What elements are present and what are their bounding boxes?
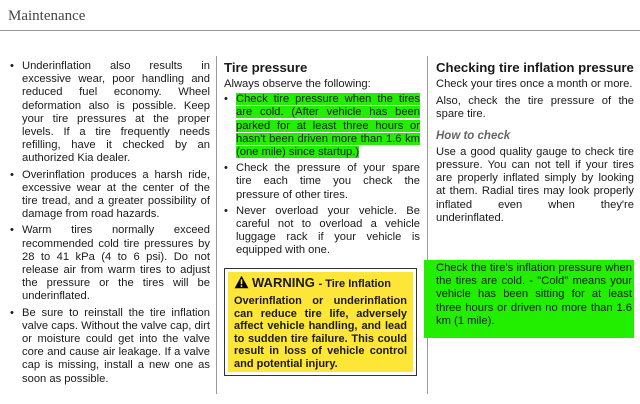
bullet-warm-tires: • Warm tires normally exceed recommended cold tire pressures by 28 to 41 kPa (4 to 6 psi). Do not release air from warm tires to adjust the pressure or the tires will be underinflated. — [10, 224, 210, 303]
highlighted-text: Check tire pressure when the tires are cold. (After vehicle has been parked for at least three hours or hasn't been driven more than 1.6 km (one mile) since startup.) — [236, 93, 420, 159]
section-title: Maintenance — [8, 8, 86, 24]
bullet-valve-caps: • Be sure to reinstall the tire inflation valve caps. Without the valve cap, dirt or moisture could get into the valve core and cause air leakage. If a valve cap is missing, install a new one as soon as possible. — [10, 307, 210, 386]
warning-box — [224, 268, 417, 376]
bullet-list — [10, 60, 210, 386]
intro-text: Always observe the following: — [224, 78, 371, 90]
paragraph-gauge: Use a good quality gauge to check tire pressure. You can not tell if your tires are properly inflated simply by looking at them. Radial tires may look properly inflated even when they're underinflated. — [436, 145, 634, 224]
bullet-underinflation: • Underinflation also results in excessive wear, poor handling and reduced fuel economy. Wheel deformation also is possible. Keep your tire pressures at the proper levels. If a tire frequently needs refilling, have it checked by an authorized Kia dealer. — [10, 60, 210, 166]
column-divider-1 — [216, 56, 217, 394]
warning-subtitle: - Tire Inflation — [318, 278, 391, 290]
paragraph-monthly: Check your tires once a month or more. — [436, 78, 633, 90]
paragraph-spare: Also, check the tire pressure of the spare tire. — [436, 95, 634, 121]
checking-pressure-heading: Checking tire inflation pressure — [436, 60, 634, 75]
how-to-check-subheading: How to check — [436, 129, 511, 142]
warning-title — [234, 275, 407, 293]
column-divider-2 — [427, 56, 428, 394]
column-left — [10, 60, 210, 389]
warning-triangle-icon — [234, 275, 249, 293]
warning-body: Overinflation or underinflation can reduce tire life, adversely affect vehicle handling, and lead to sudden tire failure. This could result in loss of vehicle control and potential injury. — [234, 295, 407, 370]
page-header — [0, 0, 640, 31]
column-middle — [224, 60, 420, 261]
paragraph-cold-check: Check the tire's inflation pressure when the tires are cold. - "Cold" means your vehicle has been sitting for at least three hours or driven no more than 1.6 km (1 mile). — [436, 262, 632, 327]
tire-pressure-heading: Tire pressure — [224, 60, 308, 75]
bullet-list — [224, 93, 420, 257]
bullet-overload: • Never overload your vehicle. Be careful not to overload a vehicle luggage rack if your vehicle is equipped with one. — [224, 205, 420, 258]
bullet-spare-tire: • Check the pressure of your spare tire each time you check the pressure of other tires. — [224, 162, 420, 202]
warning-label: WARNING — [252, 275, 315, 290]
bullet-overinflation: • Overinflation produces a harsh ride, excessive wear at the center of the tire tread, and a greater possibility of damage from road hazards. — [10, 169, 210, 222]
column-right — [436, 60, 634, 229]
warning-panel — [228, 272, 413, 372]
bullet-check-cold — [224, 93, 420, 159]
